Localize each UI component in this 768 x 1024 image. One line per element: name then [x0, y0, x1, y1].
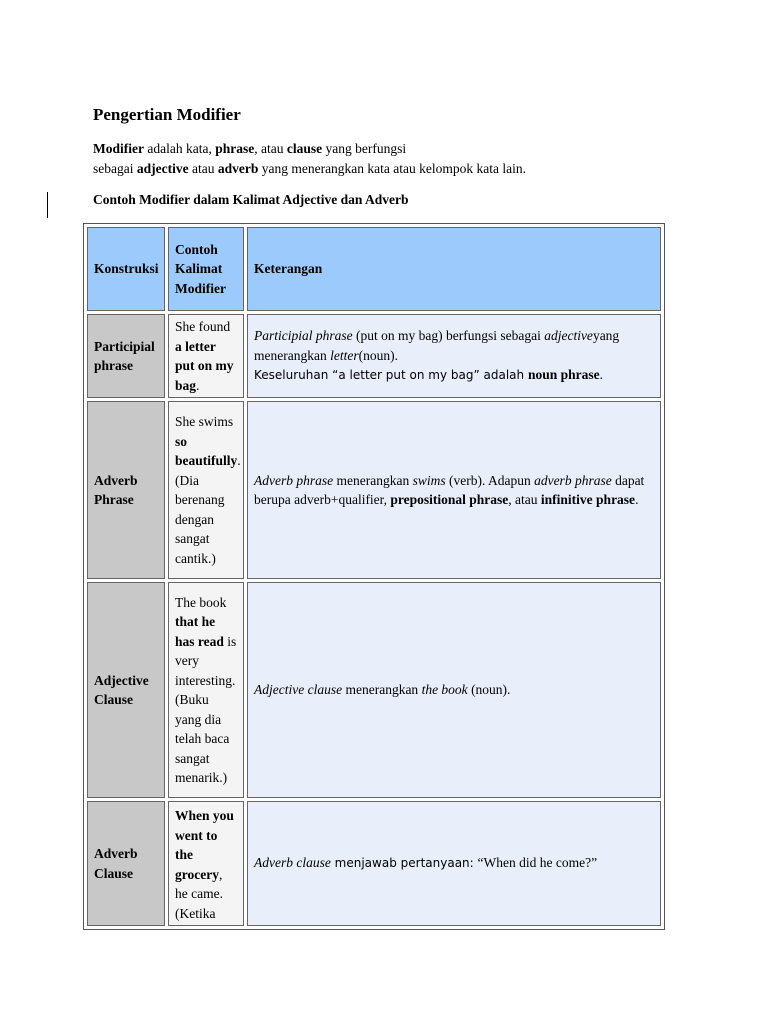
header-konstruksi: Konstruksi	[87, 227, 165, 311]
section-subtitle: Contoh Modifier dalam Kalimat Adjective dan Adverb	[93, 192, 409, 207]
contoh-cell	[168, 401, 244, 579]
intro-text: atau	[188, 161, 218, 176]
ket-text: yang menerangkan	[254, 328, 620, 363]
ket-text: .	[635, 492, 639, 507]
konstruksi-cell: Participial phrase	[87, 314, 165, 398]
text-cursor	[47, 192, 48, 218]
konstruksi-cell: Adverb Clause	[87, 801, 165, 926]
ket-term: Adverb clause	[254, 855, 331, 871]
intro-text: yang berfungsi	[322, 141, 407, 156]
contoh-text: She found	[175, 319, 231, 334]
contoh-highlight: When you went to the grocery	[175, 808, 234, 882]
intro-text: , atau	[254, 141, 287, 156]
contoh-highlight: so beautifully	[175, 433, 238, 468]
contoh-highlight: that he has read	[175, 614, 224, 649]
ket-highlight: noun phrase	[527, 367, 600, 383]
konstruksi-cell: Adjective Clause	[87, 582, 165, 798]
ket-text: (noun).	[358, 347, 398, 363]
ket-text: menjawab pertanyaan:	[330, 856, 478, 871]
ket-term: adverb phrase	[534, 472, 612, 488]
header-keterangan: Keterangan	[247, 227, 661, 311]
ket-text: (verb). Adapun	[445, 472, 535, 488]
intro-text: adalah kata,	[143, 141, 216, 156]
ket-text: Keseluruhan “a letter put on my bag” adalah	[254, 368, 528, 383]
table-row	[87, 582, 661, 798]
keterangan-cell	[247, 314, 661, 398]
keterangan-cell	[247, 801, 661, 926]
header-contoh: Contoh Kalimat Modifier	[168, 227, 244, 311]
contoh-highlight: a letter put on my bag	[175, 338, 234, 393]
contoh-text: She swims	[175, 414, 234, 429]
intro-term-phrase: phrase	[215, 141, 255, 156]
ket-text: “When did he come?”	[477, 855, 598, 871]
contoh-text: The book	[175, 594, 227, 610]
ket-text: .	[599, 367, 603, 383]
table-row	[87, 314, 661, 398]
table-row	[87, 801, 661, 926]
ket-highlight: infinitive phrase	[540, 492, 636, 507]
intro-paragraph	[93, 139, 693, 179]
keterangan-cell	[247, 401, 661, 579]
ket-term: swims	[412, 472, 446, 488]
intro-term-clause: clause	[286, 141, 323, 156]
modifier-table	[83, 223, 665, 930]
ket-text: menerangkan	[333, 472, 413, 488]
ket-term: Adjective clause	[254, 682, 343, 698]
table-row	[87, 401, 661, 579]
ket-text: (noun).	[467, 682, 511, 698]
contoh-cell	[168, 582, 244, 798]
contoh-cell	[168, 801, 244, 926]
ket-text: dapat berupa adverb+qualifier,	[254, 472, 645, 507]
intro-text: sebagai	[93, 161, 137, 176]
ket-text: (put on my bag) berfungsi sebagai	[352, 328, 545, 344]
intro-term-adjective: adjective	[136, 161, 189, 176]
ket-term: letter	[330, 347, 359, 363]
intro-term-adverb: adverb	[217, 161, 259, 176]
ket-text: , atau	[508, 492, 541, 507]
ket-text: menerangkan	[342, 682, 422, 698]
contoh-text: . (Dia berenang dengan sangat cantik.)	[175, 453, 241, 566]
ket-term: adjective	[544, 328, 593, 344]
ket-term: the book	[421, 682, 468, 698]
table-header-row	[87, 227, 661, 311]
intro-term-modifier: Modifier	[93, 141, 144, 156]
page-title: Pengertian Modifier	[93, 105, 241, 124]
ket-term: Participial phrase	[254, 328, 353, 344]
contoh-text: , he came. (Ketika	[175, 866, 223, 921]
contoh-text: .	[196, 377, 200, 393]
contoh-text: is very interesting. (Buku yang dia telah baca sangat menarik.)	[175, 633, 237, 785]
intro-text: yang menerangkan kata atau kelompok kata lain.	[258, 161, 526, 176]
ket-term: Adverb phrase	[254, 472, 334, 488]
ket-highlight: prepositional phrase	[390, 492, 509, 507]
keterangan-cell	[247, 582, 661, 798]
konstruksi-cell: Adverb Phrase	[87, 401, 165, 579]
contoh-cell	[168, 314, 244, 398]
